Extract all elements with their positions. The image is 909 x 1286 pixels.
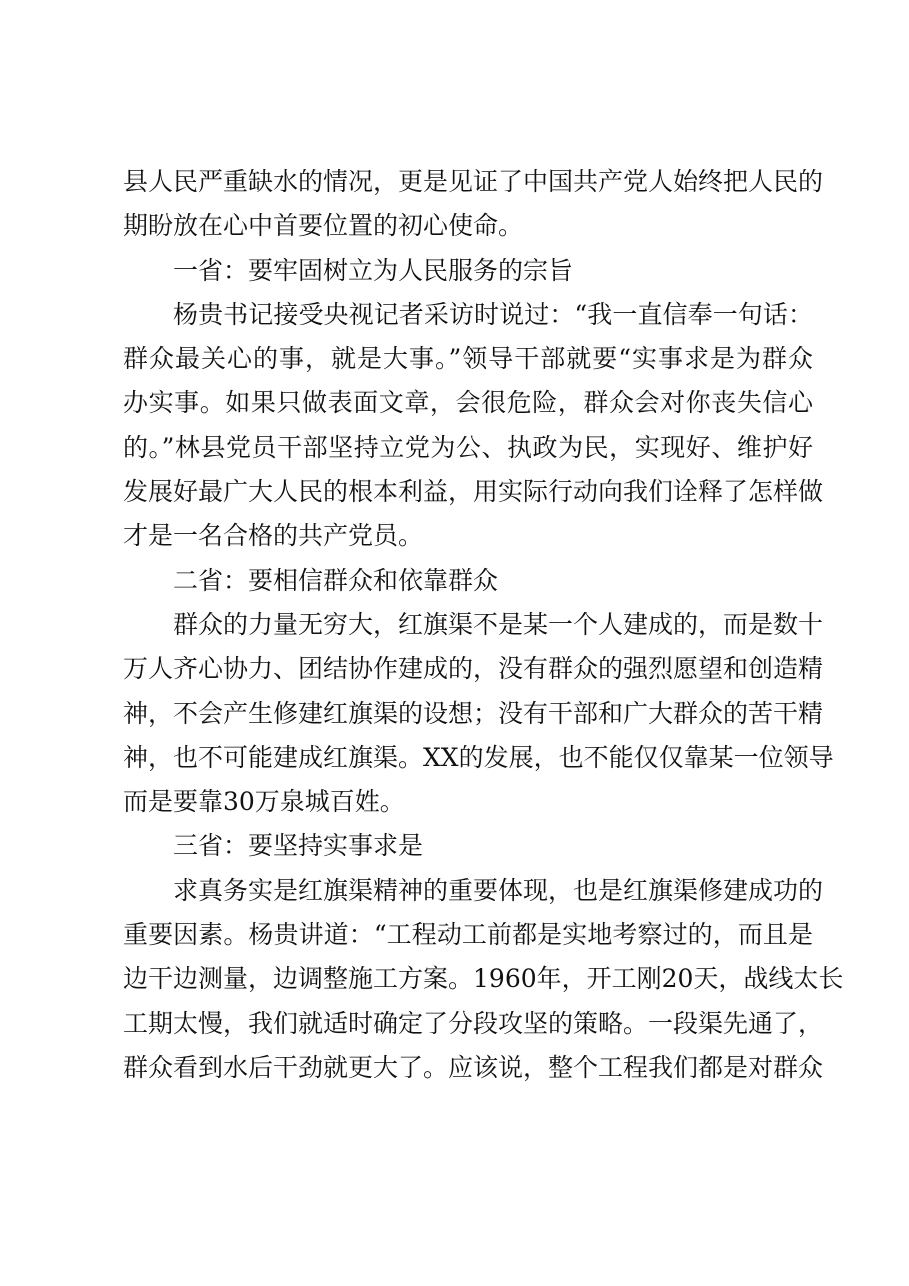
text-line: 工期太慢，我们就适时确定了分段攻坚的策略。一段渠先通了， bbox=[123, 1008, 824, 1038]
text-line: 重要因素。杨贵讲道：“工程动工前都是实地考察过的，而且是 bbox=[123, 920, 813, 950]
text-line: 办实事。如果只做表面文章，会很危险，群众会对你丧失信心 bbox=[123, 388, 813, 418]
text-line: 才是一名合格的共产党员。 bbox=[123, 521, 424, 551]
text-line: 万人齐心协力、团结协作建成的，没有群众的强烈愿望和创造精 bbox=[123, 654, 824, 684]
section-heading: 一省：要牢固树立为人民服务的宗旨 bbox=[173, 255, 574, 285]
text-line: 群众最关心的事，就是大事。”领导干部就要“实事求是为群众 bbox=[123, 344, 813, 374]
text-line: 县人民严重缺水的情况，更是见证了中国共产党人始终把人民的 bbox=[123, 167, 824, 196]
text-line: 群众的力量无穷大，红旗渠不是某一个人建成的，而是数十 bbox=[173, 609, 824, 639]
text-line: 的。”林县党员干部坚持立党为公、执政为民，实现好、维护好 bbox=[123, 432, 813, 462]
text-line: 杨贵书记接受央视记者采访时说过：“我一直信奉一句话： bbox=[173, 299, 813, 329]
text-line: 期盼放在心中首要位置的初心使命。 bbox=[123, 211, 524, 241]
section-heading: 三省：要坚持实事求是 bbox=[173, 831, 424, 861]
text-line: 发展好最广大人民的根本利益，用实际行动向我们诠释了怎样做 bbox=[123, 477, 824, 507]
body-text bbox=[123, 160, 844, 1090]
text-line: 群众看到水后干劲就更大了。应该说，整个工程我们都是对群众 bbox=[123, 1052, 824, 1082]
text-line: 求真务实是红旗渠精神的重要体现，也是红旗渠修建成功的 bbox=[173, 875, 824, 905]
section-heading: 二省：要相信群众和依靠群众 bbox=[173, 565, 499, 595]
text-line: 神，不会产生修建红旗渠的设想；没有干部和广大群众的苦干精 bbox=[123, 698, 824, 728]
text-line: 而是要靠30万泉城百姓。 bbox=[123, 787, 405, 817]
text-line: 边干边测量，边调整施工方案。1960年，开工刚20天，战线太长 bbox=[123, 964, 844, 994]
text-line: 神，也不可能建成红旗渠。XX的发展，也不能仅仅靠某一位领导 bbox=[123, 742, 834, 772]
